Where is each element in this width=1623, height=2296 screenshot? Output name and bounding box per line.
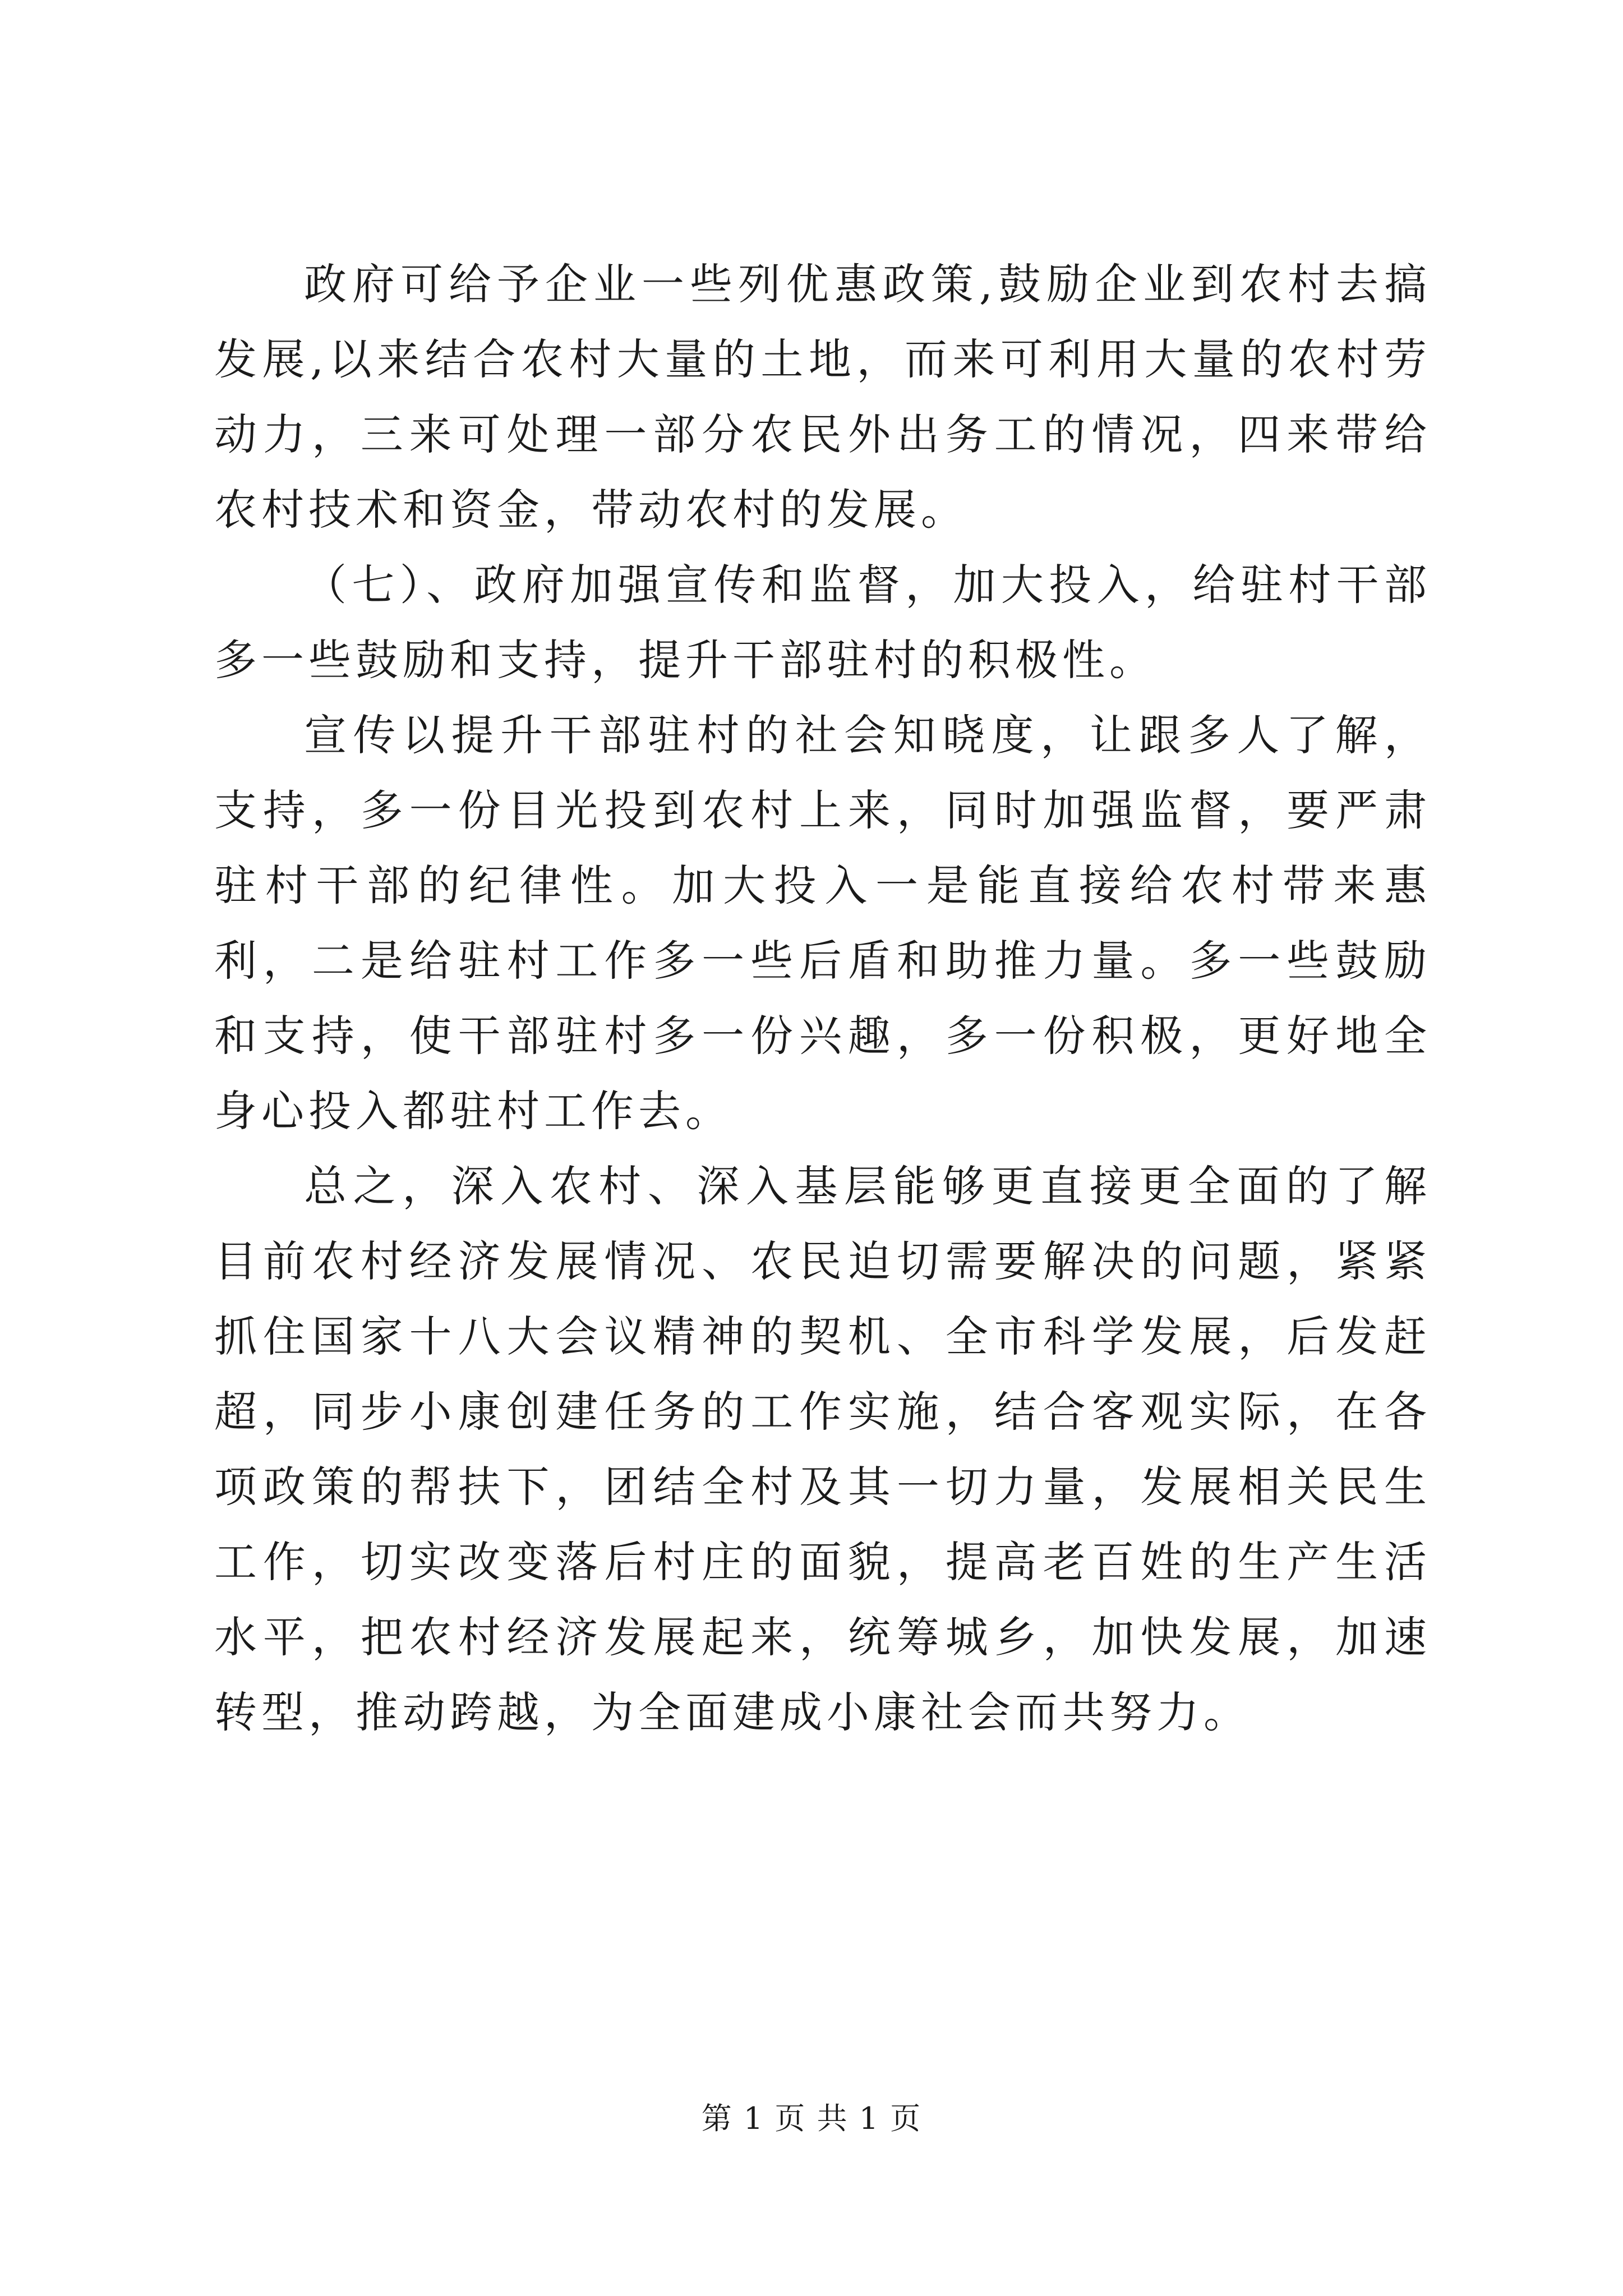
document-body	[214, 247, 1431, 1750]
paragraph-4: 总之，深入农村、深入基层能够更直接更全面的了解目前农村经济发展情况、农民迫切需要解决的问题，紧紧抓住国家十八大会议精神的契机、全市科学发展，后发赶超，同步小康创建任务的工作实施，结合客观实际，在各项政策的帮扶下，团结全村及其一切力量，发展相关民生工作，切实改变落后村庄的面貌，提高老百姓的生产生活水平，把农村经济发展起来，统筹城乡，加快发展，加速转型，推动跨越，为全面建成小康社会而共努力。	[214, 1161, 1431, 1737]
paragraph-1: 政府可给予企业一些列优惠政策,鼓励企业到农村去搞发展,以来结合农村大量的土地，而来可利用大量的农村劳动力，三来可处理一部分农民外出务工的情况，四来带给农村技术和资金，带动农村的发展。	[214, 259, 1431, 535]
page-number-footer: 第 1 页 共 1 页	[701, 2101, 922, 2136]
paragraph-2: （七）、政府加强宣传和监督，加大投入，给驻村干部多一些鼓励和支持，提升干部驻村的积极性。	[214, 560, 1431, 685]
paragraph-3: 宣传以提升干部驻村的社会知晓度，让跟多人了解，支持，多一份目光投到农村上来，同时加强监督，要严肃驻村干部的纪律性。加大投入一是能直接给农村带来惠利，二是给驻村工作多一些后盾和助推力量。多一些鼓励和支持，使干部驻村多一份兴趣，多一份积极，更好地全身心投入都驻村工作去。	[214, 710, 1431, 1136]
